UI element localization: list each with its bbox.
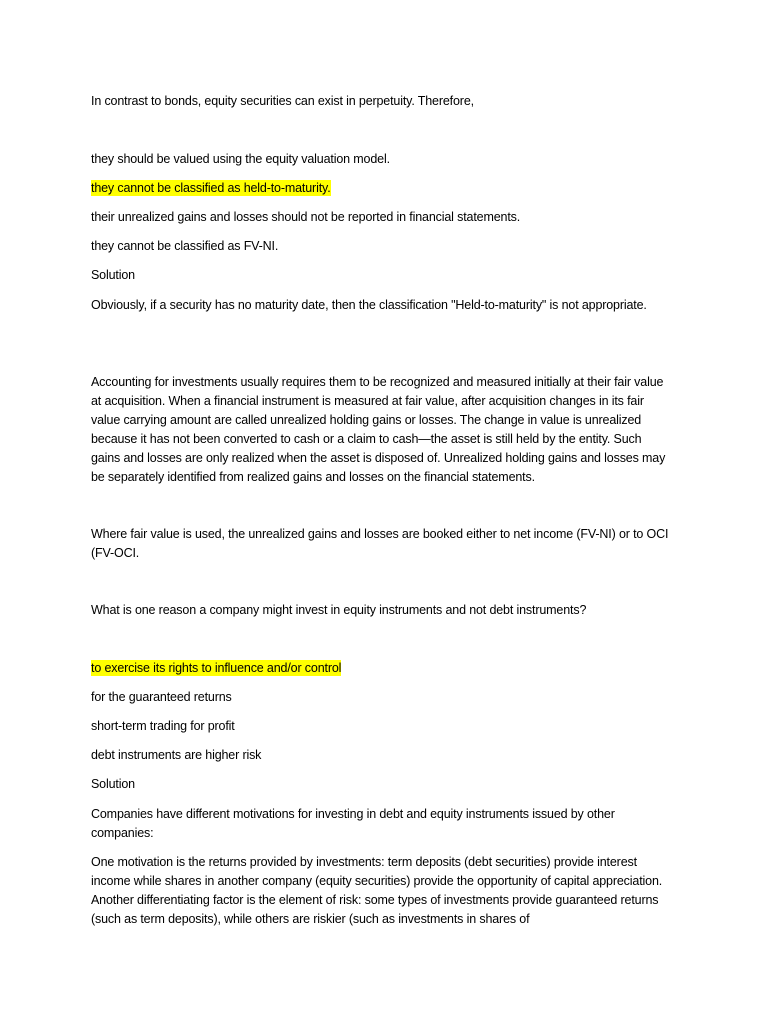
question-1-option-2: [91, 179, 331, 198]
question-2-solution-paragraph-1: Companies have different motivations for investing in debt and equity instruments issued by other companies:: [91, 807, 615, 840]
question-1-solution-label: Solution: [91, 268, 135, 282]
question-1-solution-paragraph-2: Accounting for investments usually requires them to be recognized and measured initially at their fair value at acquisition. When a financial instrument is measured at fair value, after acquisition changes in its fair value carrying amount are called unrealized holding gains or losses. The change in value is unrealized because it has not been converted to cash or a claim to cash—the asset is still held by the entity. Such gains and losses are only realized when the asset is disposed of. Unrealized holding gains and losses may be separately identified from realized gains and losses on the financial statements.: [91, 375, 666, 484]
question-2-solution-label: Solution: [91, 777, 135, 791]
question-2-option-1: [91, 659, 341, 678]
question-1-solution-paragraph-1: Obviously, if a security has no maturity date, then the classification "Held-to-maturity" is not appropriate.: [91, 298, 647, 312]
question-2-option-3: short-term trading for profit: [91, 719, 235, 733]
highlighted-answer: they cannot be classified as held-to-maturity.: [91, 181, 331, 195]
question-1-solution-paragraph-3: Where fair value is used, the unrealized gains and losses are booked either to net income (FV-NI) or to OCI (FV-OCI.: [91, 527, 669, 560]
question-2-option-2: for the guaranteed returns: [91, 690, 232, 704]
question-2-solution-paragraph-2: One motivation is the returns provided by investments: term deposits (debt securities) provide interest income while shares in another company (equity securities) provide the opportunity of capital appreciation. Another differentiating factor is the element of risk: some types of investments provide guaranteed returns (such as term deposits), while others are riskier (such as investments in shares of: [91, 855, 663, 926]
question-2-stem: What is one reason a company might invest in equity instruments and not debt instruments?: [91, 603, 587, 617]
question-1-option-1: they should be valued using the equity valuation model.: [91, 152, 390, 166]
question-1-option-4: they cannot be classified as FV-NI.: [91, 239, 279, 253]
question-2-option-4: debt instruments are higher risk: [91, 748, 262, 762]
highlighted-answer: to exercise its rights to influence and/or control: [91, 661, 342, 675]
question-1-stem: In contrast to bonds, equity securities can exist in perpetuity. Therefore,: [91, 94, 474, 108]
question-1-option-3: their unrealized gains and losses should not be reported in financial statements.: [91, 210, 521, 224]
